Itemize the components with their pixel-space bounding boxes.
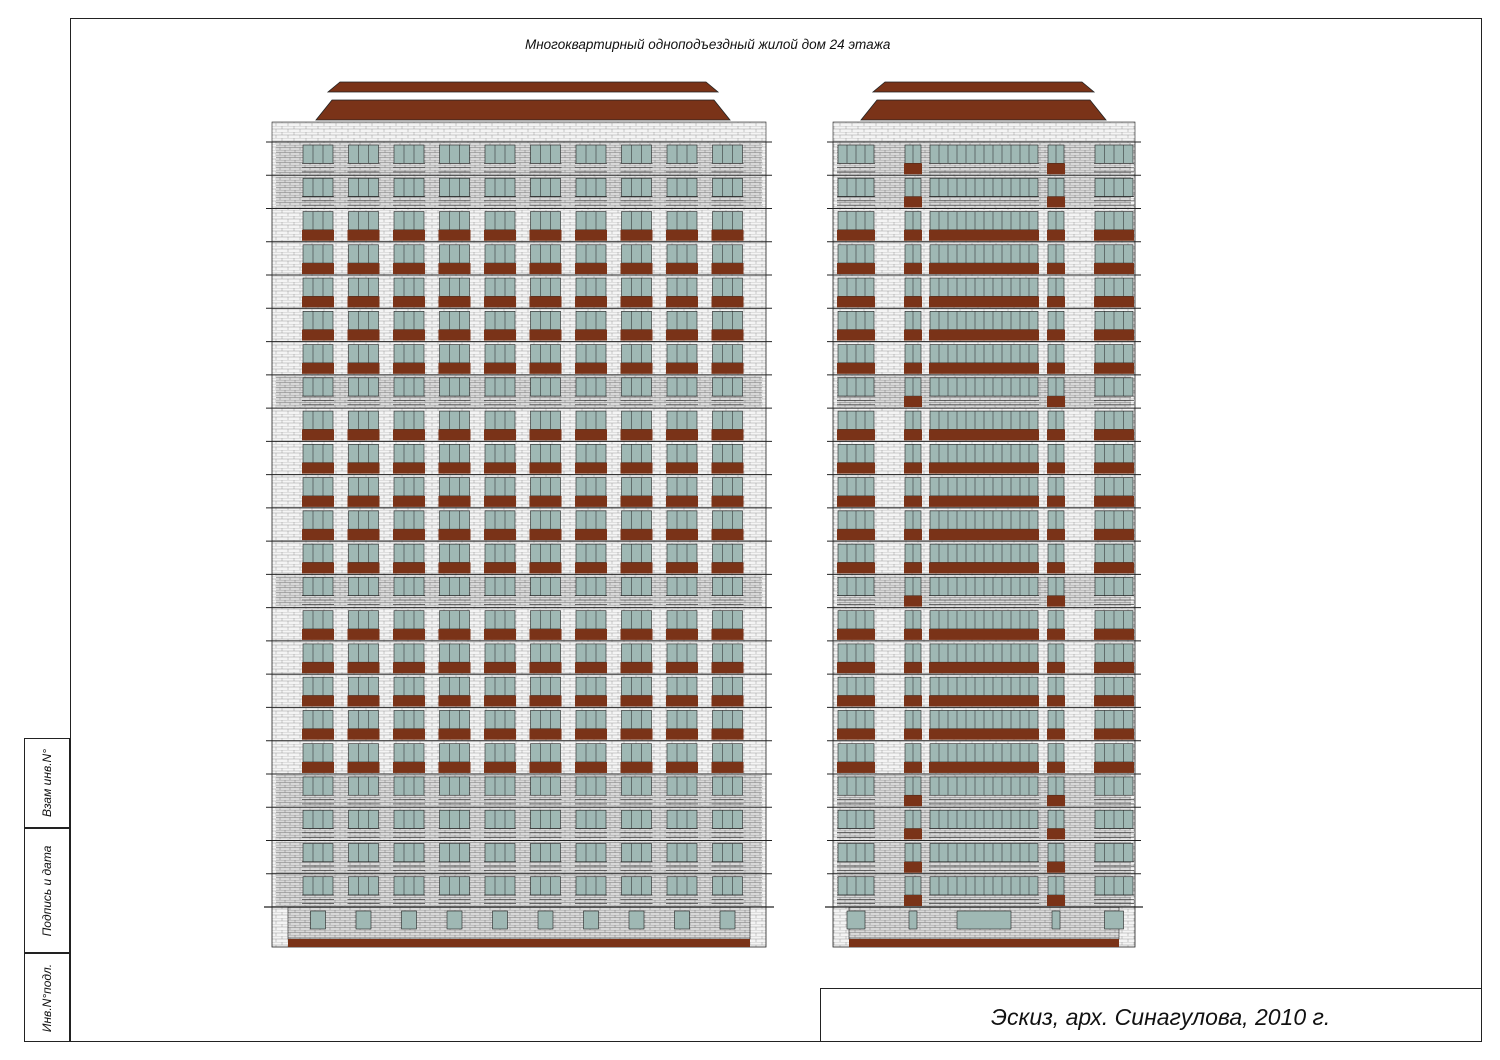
- building-side-elevation-icon: [825, 82, 1143, 947]
- caption-box: [820, 988, 1482, 1042]
- building-front-elevation-icon: [264, 82, 774, 947]
- stamp-label-replace: Взам инв.N°: [40, 748, 54, 818]
- stamp-label-signature: Подпись и дата: [40, 845, 54, 936]
- stamp-label-original: Инв.N°подл.: [40, 963, 54, 1032]
- sheet-title: Многоквартирный одноподъездный жилой дом 24 этажа: [525, 37, 891, 52]
- caption-text: Эскиз, арх. Синагулова, 2010 г.: [991, 1004, 1331, 1030]
